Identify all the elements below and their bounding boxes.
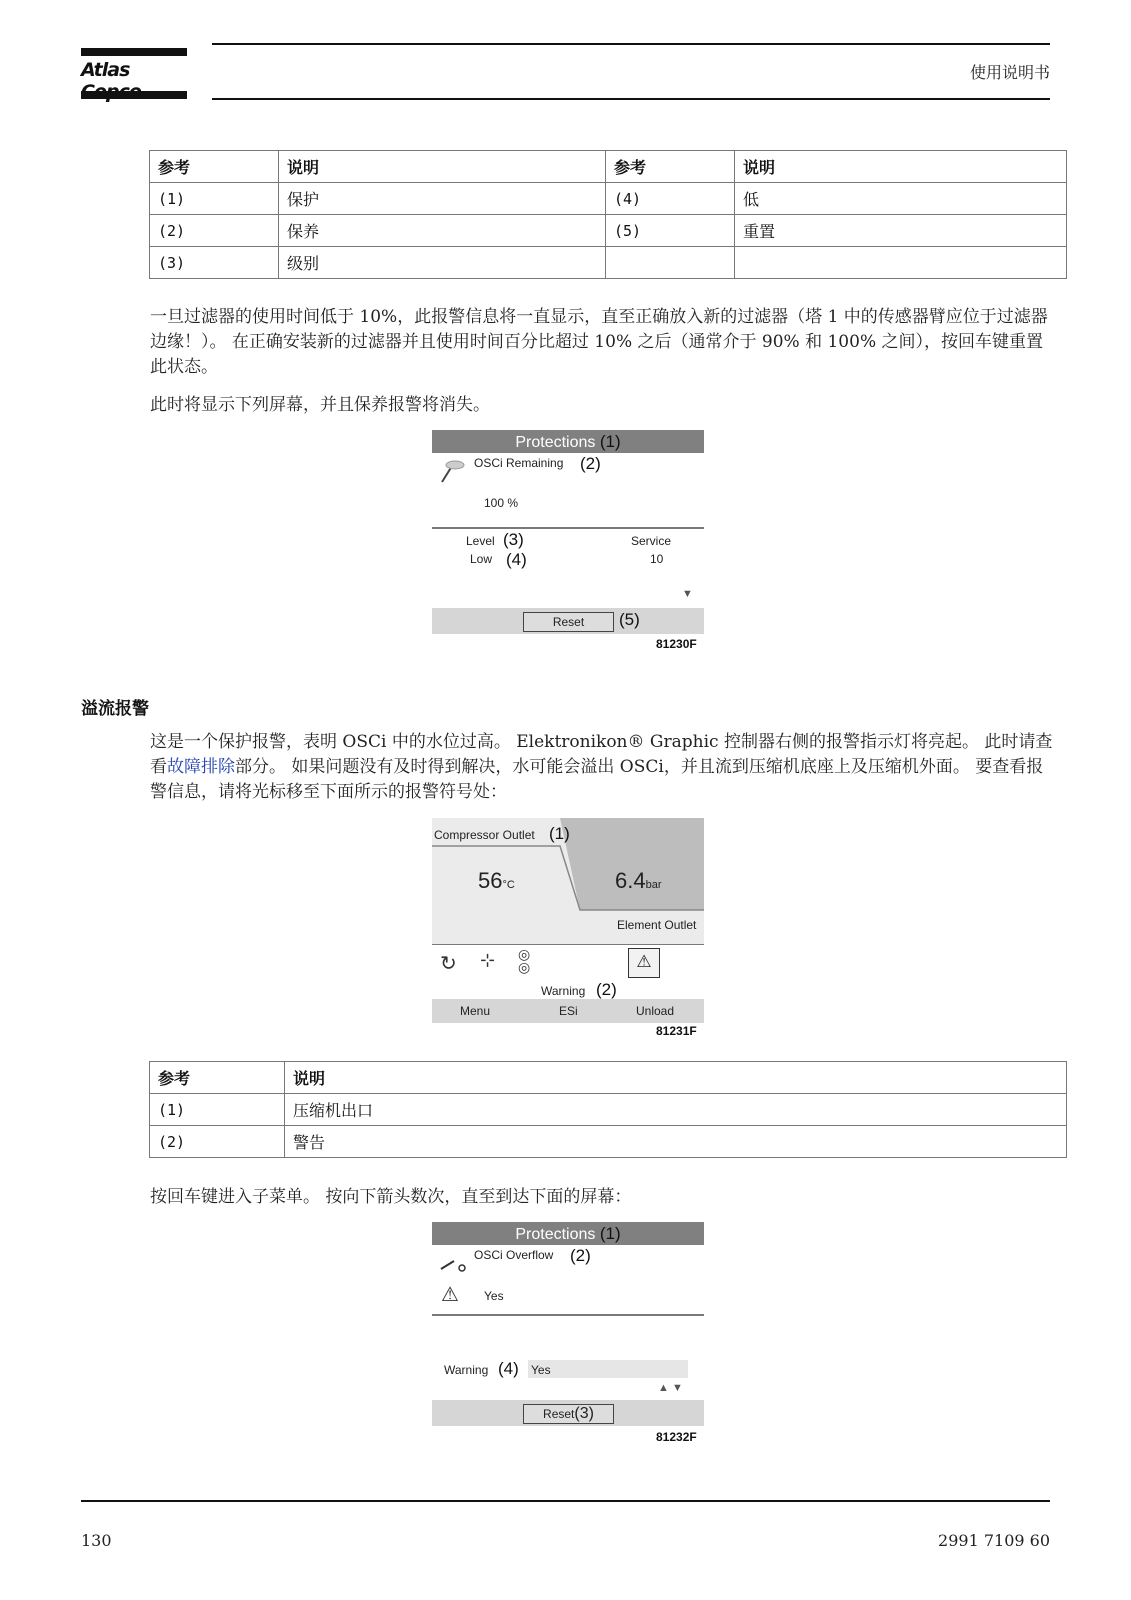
warning-icon: ⚠ <box>636 952 652 971</box>
callout-2: (2) <box>580 454 601 473</box>
service-label: Service <box>631 534 672 548</box>
element-outlet-label: Element Outlet <box>617 918 697 932</box>
callout-1: (1) <box>549 824 570 843</box>
divider <box>432 944 704 945</box>
table-cell <box>606 247 735 279</box>
status-value: Yes <box>484 1289 504 1303</box>
paragraph-submenu-instructions: 按回车键进入子菜单。 按向下箭头数次，直至到达下面的屏幕： <box>150 1187 632 1207</box>
table-row <box>150 1126 1067 1158</box>
service-value: 10 <box>650 552 664 566</box>
warning-label: Warning <box>541 984 586 998</box>
overflow-icon <box>438 1252 468 1272</box>
warning-button[interactable] <box>628 948 660 978</box>
page-number: 130 <box>81 1531 112 1550</box>
callout-1: (1) <box>599 432 621 451</box>
paragraph-filter-alarm: 一旦过滤器的使用时间低于 10%，此报警信息将一直显示，直至正确放入新的过滤器（塔 1 中的传感器臂应位于过滤器边缘！）。 在正确安装新的过滤器并且使用时间百分比超过 10% 之后（通常介于 90% 和 100% 之间），按回车键重置此状态。 <box>150 307 1048 377</box>
header-title: 使用说明书 <box>969 63 1050 82</box>
temperature-readout <box>478 868 515 894</box>
callout-5: (5) <box>619 610 640 629</box>
scroll-down-icon[interactable]: ▼ <box>682 588 693 600</box>
unload-button[interactable]: Unload <box>636 1004 675 1018</box>
callout-3: (3) <box>574 1405 594 1422</box>
table-cell: 低 <box>735 183 1067 215</box>
table-cell: (1) <box>150 1094 285 1126</box>
figure-id: 81231F <box>656 1024 697 1038</box>
motor-icon: ⊹ <box>480 950 496 970</box>
document-number: 2991 7109 60 <box>938 1531 1050 1550</box>
callout-1: (1) <box>599 1224 621 1243</box>
item-label: OSCi Overflow <box>474 1248 554 1262</box>
pressure-value: 6.4 <box>615 868 646 893</box>
esi-button[interactable]: ESi <box>559 1004 578 1018</box>
screen-title: Protections <box>515 1226 596 1243</box>
scroll-up-down-icon[interactable]: ▲ ▼ <box>658 1382 683 1394</box>
warning-icon: ⚠ <box>441 1284 459 1306</box>
reset-button[interactable] <box>523 1404 614 1424</box>
table-cell: 重置 <box>735 215 1067 247</box>
table-cell: (3) <box>150 247 279 279</box>
header-rule-top <box>212 43 1050 45</box>
screen-protections-remaining <box>432 430 704 652</box>
screen-title-bar <box>432 1222 704 1245</box>
pressure-unit: bar <box>645 879 662 891</box>
callout-4: (4) <box>498 1359 519 1378</box>
refresh-icon: ↻ <box>440 953 457 975</box>
table-header-row <box>150 151 1067 183</box>
compressor-outlet-label: Compressor Outlet <box>434 828 535 842</box>
reference-table-1 <box>149 150 1067 279</box>
temperature-value: 56 <box>478 868 503 893</box>
paragraph-overflow-alarm <box>150 730 1055 805</box>
paragraph-text: 部分。 如果问题没有及时得到解决，水可能会溢出 OSCi，并且流到压缩机底座上及压缩机外面。 要查看报警信息，请将光标移至下面所示的报警符号处： <box>150 757 1044 802</box>
table-row <box>150 247 1067 279</box>
callout-4: (4) <box>506 550 527 569</box>
logo-text: Atlas <box>81 59 130 81</box>
valve-icon: ◎ ◎ <box>518 946 531 975</box>
level-value: Low <box>470 552 493 566</box>
reference-table-2 <box>149 1061 1067 1158</box>
callout-2: (2) <box>596 980 617 999</box>
table-header-cell: 说明 <box>279 151 606 183</box>
level-label: Level <box>466 534 495 548</box>
table-header-cell: 参考 <box>150 1062 285 1094</box>
screen-protections-overflow <box>432 1222 704 1434</box>
divider <box>432 1314 704 1316</box>
divider <box>432 527 704 529</box>
warning-value: Yes <box>531 1363 551 1377</box>
table-cell: (1) <box>150 183 279 215</box>
figure-id: 81230F <box>656 637 697 651</box>
header-rule-bottom <box>212 98 1050 100</box>
table-row <box>150 215 1067 247</box>
screen-title-bar <box>432 430 704 453</box>
screen-title: Protections <box>515 434 596 451</box>
warning-label: Warning <box>444 1363 489 1377</box>
table-cell: 保养 <box>279 215 606 247</box>
callout-3: (3) <box>503 530 524 549</box>
figure-id: 81232F <box>656 1430 697 1444</box>
table-row <box>150 1094 1067 1126</box>
temperature-unit: °C <box>502 879 515 891</box>
menu-button[interactable]: Menu <box>460 1004 491 1018</box>
table-cell: (2) <box>150 215 279 247</box>
section-heading: 溢流报警 <box>81 699 149 719</box>
table-row <box>150 183 1067 215</box>
callout-2: (2) <box>570 1246 591 1265</box>
table-cell: 压缩机出口 <box>285 1094 1067 1126</box>
paragraph-screen-intro: 此时将显示下列屏幕，并且保养报警将消失。 <box>150 395 490 415</box>
table-cell: 保护 <box>279 183 606 215</box>
table-header-cell: 说明 <box>285 1062 1067 1094</box>
table-header-row <box>150 1062 1067 1094</box>
warning-value-field <box>528 1360 688 1378</box>
pressure-readout <box>615 868 662 894</box>
table-header-cell: 参考 <box>150 151 279 183</box>
table-cell <box>735 247 1067 279</box>
screen-compressor-outlet <box>432 818 704 1028</box>
table-header-cell: 参考 <box>606 151 735 183</box>
paragraph-text: 这是一个保护报警，表明 OSCi 中的水位过高。 Elektronikon® Graphic 控制器右侧的报警指示灯将亮起。 此时请查看 <box>150 732 1053 777</box>
item-label: OSCi Remaining <box>474 456 564 470</box>
table-cell: 级别 <box>279 247 606 279</box>
table-header-cell: 说明 <box>735 151 1067 183</box>
footer-rule <box>81 1500 1050 1502</box>
filter-icon <box>438 458 466 484</box>
remaining-value: 100 % <box>484 496 519 510</box>
reset-label: Reset <box>543 1407 575 1421</box>
table-cell: (4) <box>606 183 735 215</box>
troubleshooting-link[interactable]: 故障排除 <box>167 757 235 777</box>
table-cell: (5) <box>606 215 735 247</box>
reset-button[interactable]: Reset <box>523 612 614 632</box>
table-cell: (2) <box>150 1126 285 1158</box>
table-cell: 警告 <box>285 1126 1067 1158</box>
